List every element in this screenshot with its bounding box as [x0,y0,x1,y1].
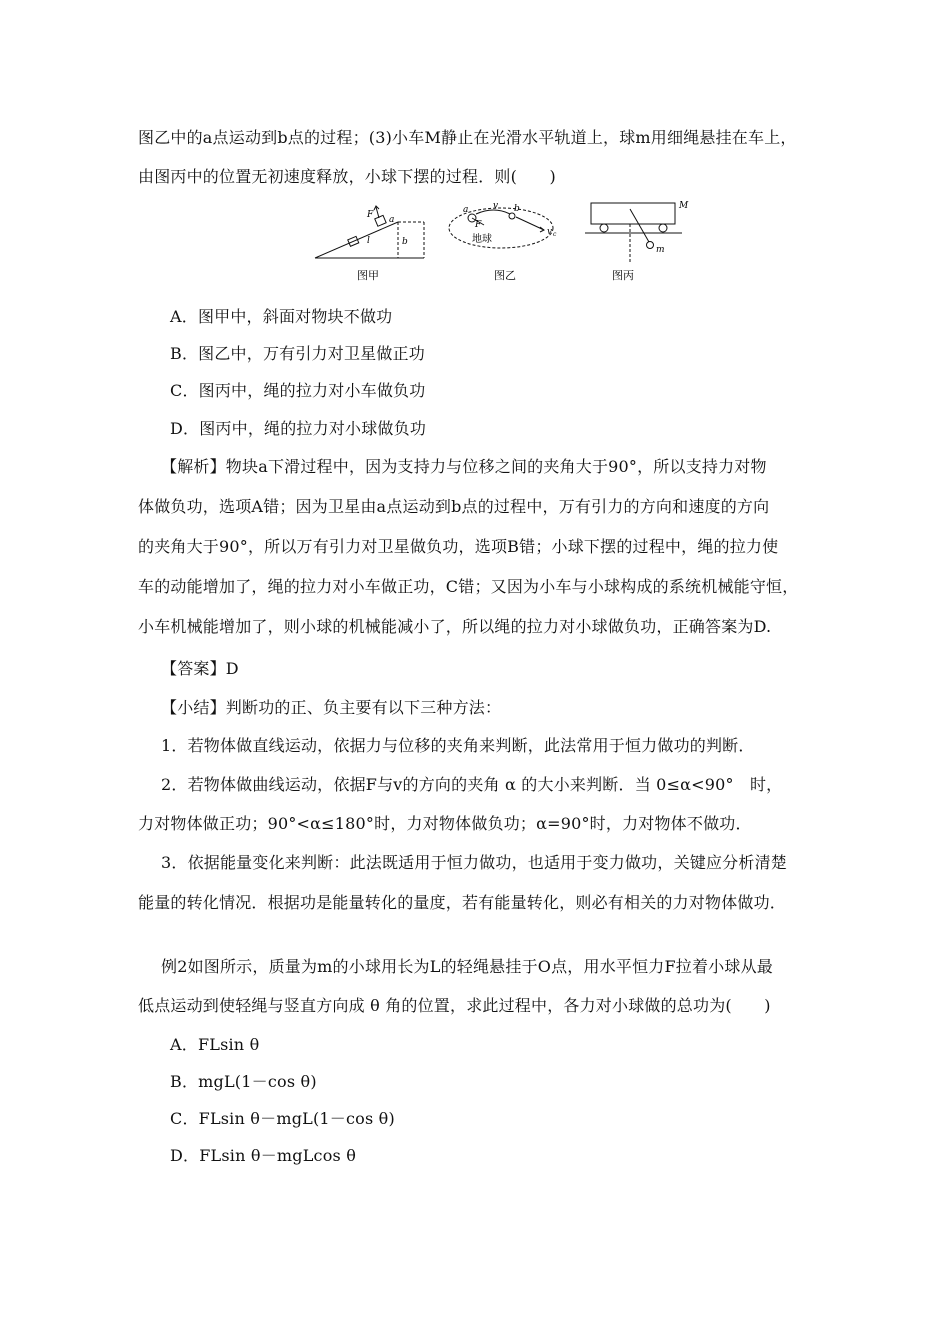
label-tu-jia: 图甲 [357,269,379,282]
example2-option-d: D．FLsin θ－mgLcos θ [170,1146,357,1165]
analysis-line-3: 的夹角大于90°，所以万有引力对卫星做负功，选项B错；小球下摆的过程中，绳的拉力使 [138,537,779,556]
label-F-yi: F [475,220,482,230]
intro-line-1: 图乙中的a点运动到b点的过程；(3)小车M静止在光滑水平轨道上，球m用细绳悬挂在车上， [138,128,797,147]
label-l: l [367,236,370,246]
example2-line-2: 低点运动到使轻绳与竖直方向成 θ 角的位置，求此过程中，各力对小球做的总功为( ) [138,996,771,1015]
analysis-line-2: 体做负功，选项A错；因为卫星由a点运动到b点的过程中，万有引力的方向和速度的方向 [138,497,770,516]
summary-line-5: 能量的转化情况．根据功是能量转化的量度，若有能量转化，则必有相关的力对物体做功． [138,893,787,912]
label-b-yi: b [514,204,520,214]
example2-option-b: B．mgL(1－cos θ) [170,1072,317,1091]
summary-line-1: 1．若物体做直线运动，依据力与位移的夹角来判断，此法常用于恒力做功的判断． [161,736,755,755]
label-earth: 地球 [472,234,492,245]
summary-title: 【小结】判断功的正、负主要有以下三种方法： [161,698,502,717]
label-b-jia: b [402,237,408,247]
q1-option-a: A．图甲中，斜面对物块不做功 [170,307,393,326]
label-a-jia: a [389,215,395,225]
summary-line-2: 2．若物体做曲线运动，依据F与v的方向的夹角 α 的大小来判断．当 0≤α<90° 时， [161,775,783,794]
label-v-yi: v [493,201,499,211]
intro-line-2: 由图丙中的位置无初速度释放，小球下摆的过程．则( ) [138,167,556,186]
analysis-line-4: 车的动能增加了，绳的拉力对小车做正功，C错；又因为小车与小球构成的系统机械能守恒， [138,577,799,596]
label-vc: v [547,227,553,237]
label-a-yi: a [463,205,469,215]
figure-bing-cart [585,203,682,263]
physics-figures [312,198,692,288]
label-M: M [679,201,689,211]
example2-option-a: A．FLsin θ [170,1035,260,1054]
label-F-jia: F [367,210,374,220]
q1-option-d: D．图丙中，绳的拉力对小球做负功 [170,419,427,438]
analysis-line-5: 小车机械能增加了，则小球的机械能减小了，所以绳的拉力对小球做负功，正确答案为D. [138,617,772,636]
label-tu-yi: 图乙 [494,269,516,282]
q1-option-c: C．图丙中，绳的拉力对小车做负功 [170,381,426,400]
summary-line-3: 力对物体做正功；90°<α≤180°时，力对物体做负功；α=90°时，力对物体不做功． [138,814,752,833]
summary-line-4: 3．依据能量变化来判断：此法既适用于恒力做功，也适用于变力做功，关键应分析清楚 [161,853,787,872]
label-vc-sub: c [553,231,557,238]
answer-label: 【答案】D [161,659,239,678]
analysis-line-1: 【解析】物块a下滑过程中，因为支持力与位移之间的夹角大于90°，所以支持力对物 [161,457,767,476]
q1-option-b: B．图乙中，万有引力对卫星做正功 [170,344,425,363]
example2-option-c: C．FLsin θ－mgL(1－cos θ) [170,1109,395,1128]
label-tu-bing: 图丙 [612,269,634,282]
example2-line-1: 例2如图所示，质量为m的小球用长为L的轻绳悬挂于O点，用水平恒力F拉着小球从最 [161,957,773,976]
label-m: m [656,245,665,255]
